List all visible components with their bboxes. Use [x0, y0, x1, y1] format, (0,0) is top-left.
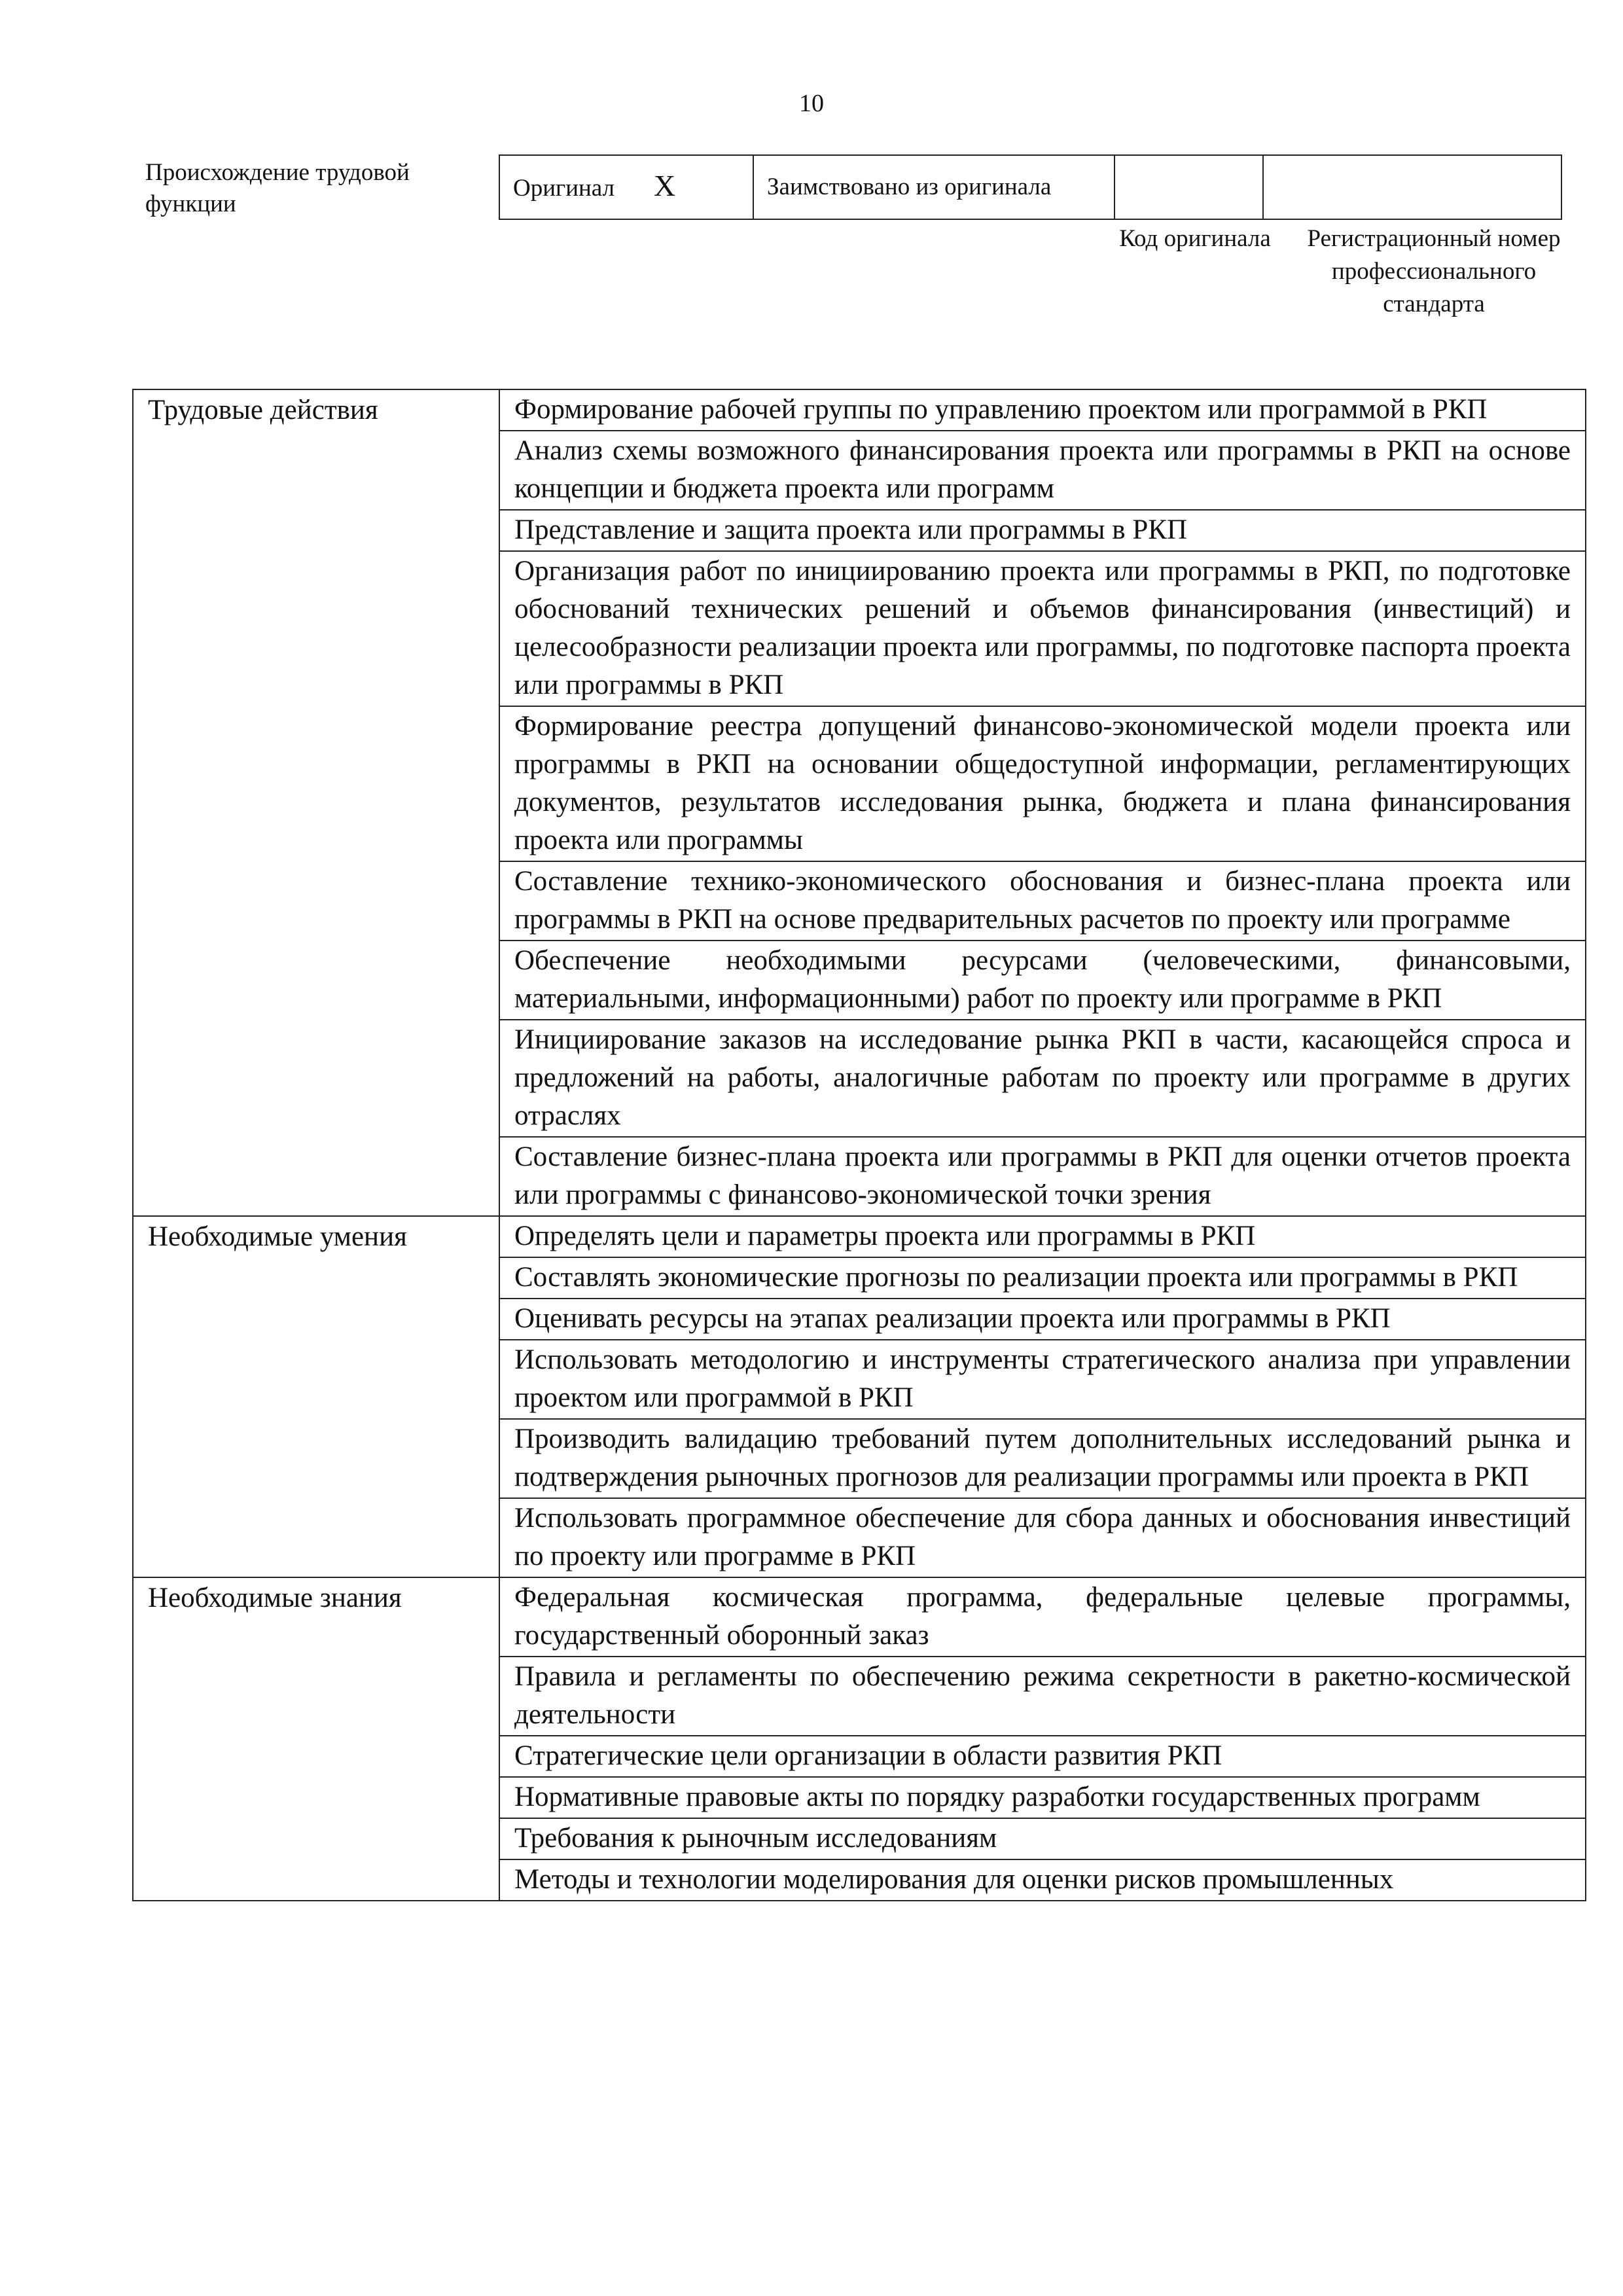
- skill-item: Определять цели и параметры проекта или программы в РКП: [499, 1216, 1586, 1257]
- labor-actions-label: Трудовые действия: [133, 389, 499, 1216]
- skill-item: Производить валидацию требований путем дополнительных исследований рынка и подтверждения рыночных прогнозов для реализации программы или проекта в РКП: [499, 1419, 1586, 1498]
- knowledge-item: Федеральная космическая программа, федеральные целевые программы, государственный оборонный заказ: [499, 1577, 1586, 1657]
- skill-item: Использовать программное обеспечение для сбора данных и обоснования инвестиций по проекту или программе в РКП: [499, 1498, 1586, 1577]
- labor-action-item: Составление бизнес-плана проекта или программы в РКП для оценки отчетов проекта или программы с финансово-экономической точки зрения: [499, 1137, 1586, 1216]
- borrowed-cell: Заимствовано из оригинала: [753, 155, 1115, 219]
- knowledge-label: Необходимые знания: [133, 1577, 499, 1901]
- original-cell: [499, 155, 753, 219]
- labor-action-item: Обеспечение необходимыми ресурсами (человеческими, финансовыми, материальными, информационными) работ по проекту или программе в РКП: [499, 941, 1586, 1020]
- original-code-cell: [1115, 155, 1263, 219]
- skill-item: Оценивать ресурсы на этапах реализации проекта или программы в РКП: [499, 1299, 1586, 1340]
- skill-item: Составлять экономические прогнозы по реализации проекта или программы в РКП: [499, 1257, 1586, 1299]
- table-row: [133, 1216, 1586, 1257]
- origin-table: [499, 154, 1562, 220]
- page-number: 10: [799, 90, 824, 117]
- knowledge-item: Стратегические цели организации в области развития РКП: [499, 1736, 1586, 1777]
- registration-number-caption: Регистрационный номер профессионального стандарта: [1307, 225, 1561, 317]
- knowledge-item: Методы и технологии моделирования для оценки рисков промышленных: [499, 1859, 1586, 1901]
- original-mark: X: [654, 169, 676, 202]
- labor-action-item: Организация работ по инициированию проекта или программы в РКП, по подготовке обоснований технических решений и объемов финансирования (инвестиций) и целесообразности реализации проекта или программы, по подготовке паспорта проекта или программы в РКП: [499, 551, 1586, 706]
- labor-action-item: Формирование рабочей группы по управлению проектом или программой в РКП: [499, 389, 1586, 431]
- table-row: [133, 1577, 1586, 1657]
- skills-label: Необходимые умения: [133, 1216, 499, 1577]
- table-row: [133, 389, 1586, 431]
- labor-action-item: Анализ схемы возможного финансирования проекта или программы в РКП на основе концепции и бюджета проекта или программ: [499, 431, 1586, 510]
- labor-action-item: Формирование реестра допущений финансово-экономической модели проекта или программы в РКП на основании общедоступной информации, регламентирующих документов, результатов исследования рынка, бюджета и плана финансирования проекта или программы: [499, 706, 1586, 861]
- registration-number-cell: [1263, 155, 1561, 219]
- labor-action-item: Составление технико-экономического обоснования и бизнес-плана проекта или программы в РКП на основе предварительных расчетов по проекту или программе: [499, 861, 1586, 941]
- origin-label: Происхождение трудовой функции: [145, 159, 410, 217]
- knowledge-item: Нормативные правовые акты по порядку разработки государственных программ: [499, 1777, 1586, 1818]
- labor-function-table: [132, 389, 1586, 1901]
- knowledge-item: Требования к рыночным исследованиям: [499, 1818, 1586, 1859]
- original-label: Оригинал: [513, 175, 615, 202]
- labor-action-item: Инициирование заказов на исследование рынка РКП в части, касающейся спроса и предложений на работы, аналогичные работам по проекту или программе в других отраслях: [499, 1020, 1586, 1137]
- labor-action-item: Представление и защита проекта или программы в РКП: [499, 510, 1586, 551]
- skill-item: Использовать методологию и инструменты стратегического анализа при управлении проектом или программой в РКП: [499, 1340, 1586, 1419]
- original-code-caption: Код оригинала: [1119, 225, 1271, 252]
- knowledge-item: Правила и регламенты по обеспечению режима секретности в ракетно-космической деятельности: [499, 1657, 1586, 1736]
